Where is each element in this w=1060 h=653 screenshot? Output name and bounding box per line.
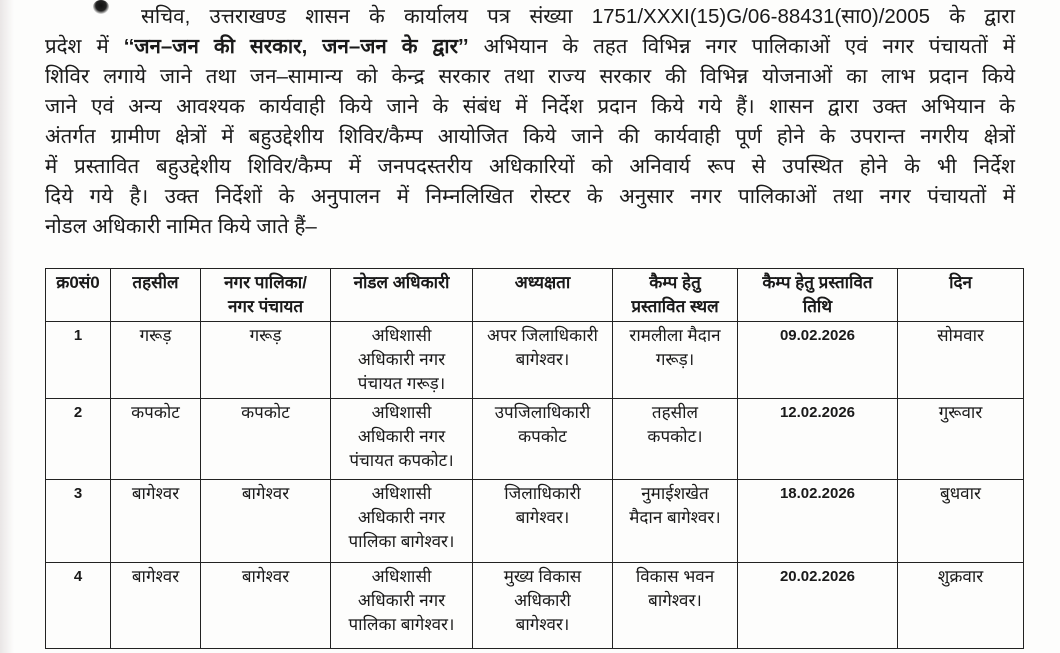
cell-tehsil: बागेश्वर — [111, 563, 201, 649]
cell-day: बुधवार — [898, 480, 1024, 563]
cell-day: सोमवार — [898, 322, 1024, 399]
campaign-name: ‘‘जन–जन की सरकार, जन–जन के द्वार’’ — [123, 35, 469, 58]
cell-chairperson: अपर जिलाधिकारी बागेश्वर। — [473, 322, 613, 399]
cell-venue: नुमाईशखेत मैदान बागेश्वर। — [613, 480, 738, 563]
header-serial-no: क्र0सं0 — [46, 269, 111, 322]
cell-date: 18.02.2026 — [738, 480, 898, 563]
table-row — [46, 322, 1024, 399]
cell-serial-no: 1 — [46, 322, 111, 399]
cell-chairperson: जिलाधिकारी बागेश्वर। — [473, 480, 613, 563]
table-row — [46, 563, 1024, 649]
page-edge-shadow — [0, 0, 14, 653]
cell-nagar: बागेश्वर — [201, 480, 331, 563]
cell-venue: तहसील कपकोट। — [613, 399, 738, 480]
cell-nodal-officer: अधिशासी अधिकारी नगर पंचायत गरूड़। — [331, 322, 473, 399]
cell-nagar: कपकोट — [201, 399, 331, 480]
cell-chairperson: उपजिलाधिकारी कपकोट — [473, 399, 613, 480]
paragraph-line: में प्रस्तावित बहुउद्देशीय शिविर/कैम्प में जनपदस्तरीय अधिकारियों को अनिवार्य रूप से उपस्थित होने के भी निर्देश — [45, 155, 1015, 178]
cell-chairperson: मुख्य विकास अधिकारी बागेश्वर। — [473, 563, 613, 649]
cell-day: शुक्रवार — [898, 563, 1024, 649]
header-nagar-palika: नगर पालिका/ नगर पंचायत — [201, 269, 331, 322]
paragraph-line: सचिव, उत्तराखण्ड शासन के कार्यालय पत्र संख्या 1751/XXXI(15)G/06-88431(सा0)/2005 के द्वारा — [141, 5, 1015, 28]
table-header-row — [46, 269, 1024, 322]
cell-tehsil: गरूड़ — [111, 322, 201, 399]
cell-day: गुरूवार — [898, 399, 1024, 480]
paragraph-line: जाने एवं अन्य आवश्यक कार्यवाही किये जाने के संबंध में निर्देश प्रदान किये गये हैं। शासन द्वारा उक्त अभियान के — [45, 95, 1015, 118]
cell-venue: रामलीला मैदान गरूड़। — [613, 322, 738, 399]
body-paragraph — [45, 2, 1015, 242]
cell-serial-no: 2 — [46, 399, 111, 480]
cell-date: 12.02.2026 — [738, 399, 898, 480]
header-chairperson: अध्यक्षता — [473, 269, 613, 322]
cell-tehsil: बागेश्वर — [111, 480, 201, 563]
cell-serial-no: 3 — [46, 480, 111, 563]
paragraph-text: प्रदेश में — [45, 35, 124, 58]
cell-serial-no: 4 — [46, 563, 111, 649]
cell-date: 20.02.2026 — [738, 563, 898, 649]
paragraph-line: दिये गये है। उक्त निर्देशों के अनुपालन में निम्नलिखित रोस्टर के अनुसार नगर पालिकाओं तथा नगर पंचायतों में — [45, 185, 1015, 208]
paragraph-line — [45, 32, 1015, 62]
header-camp-date: कैम्प हेतु प्रस्तावित तिथि — [738, 269, 898, 322]
cell-nagar: बागेश्वर — [201, 563, 331, 649]
cell-nodal-officer: अधिशासी अधिकारी नगर पालिका बागेश्वर। — [331, 480, 473, 563]
header-camp-venue: कैम्प हेतु प्रस्तावित स्थल — [613, 269, 738, 322]
header-nodal-officer: नोडल अधिकारी — [331, 269, 473, 322]
header-day: दिन — [898, 269, 1024, 322]
cell-tehsil: कपकोट — [111, 399, 201, 480]
paragraph-text: अभियान के तहत विभिन्न नगर पालिकाओं एवं नगर पंचायतों में — [468, 35, 1015, 58]
cell-venue: विकास भवन बागेश्वर। — [613, 563, 738, 649]
cell-nodal-officer: अधिशासी अधिकारी नगर पंचायत कपकोट। — [331, 399, 473, 480]
paragraph-line: शिविर लगाये जाने तथा जन–सामान्य को केन्द्र सरकार तथा राज्य सरकार की विभिन्न योजनाओं का लाभ प्रदान किये — [45, 65, 1015, 88]
cell-date: 09.02.2026 — [738, 322, 898, 399]
header-tehsil: तहसील — [111, 269, 201, 322]
cell-nagar: गरूड़ — [201, 322, 331, 399]
paragraph-line: अंतर्गत ग्रामीण क्षेत्रों में बहुउद्देशीय शिविर/कैम्प आयोजित किये जाने की कार्यवाही पूर्ण होने के उपरान्त नगरीय क्षेत्रों — [45, 125, 1015, 148]
table-row — [46, 399, 1024, 480]
paragraph-line: नोडल अधिकारी नामित किये जाते हैं– — [45, 215, 317, 238]
table-row — [46, 480, 1024, 563]
nodal-officer-roster-table — [45, 268, 1024, 649]
cell-nodal-officer: अधिशासी अधिकारी नगर पालिका बागेश्वर। — [331, 563, 473, 649]
